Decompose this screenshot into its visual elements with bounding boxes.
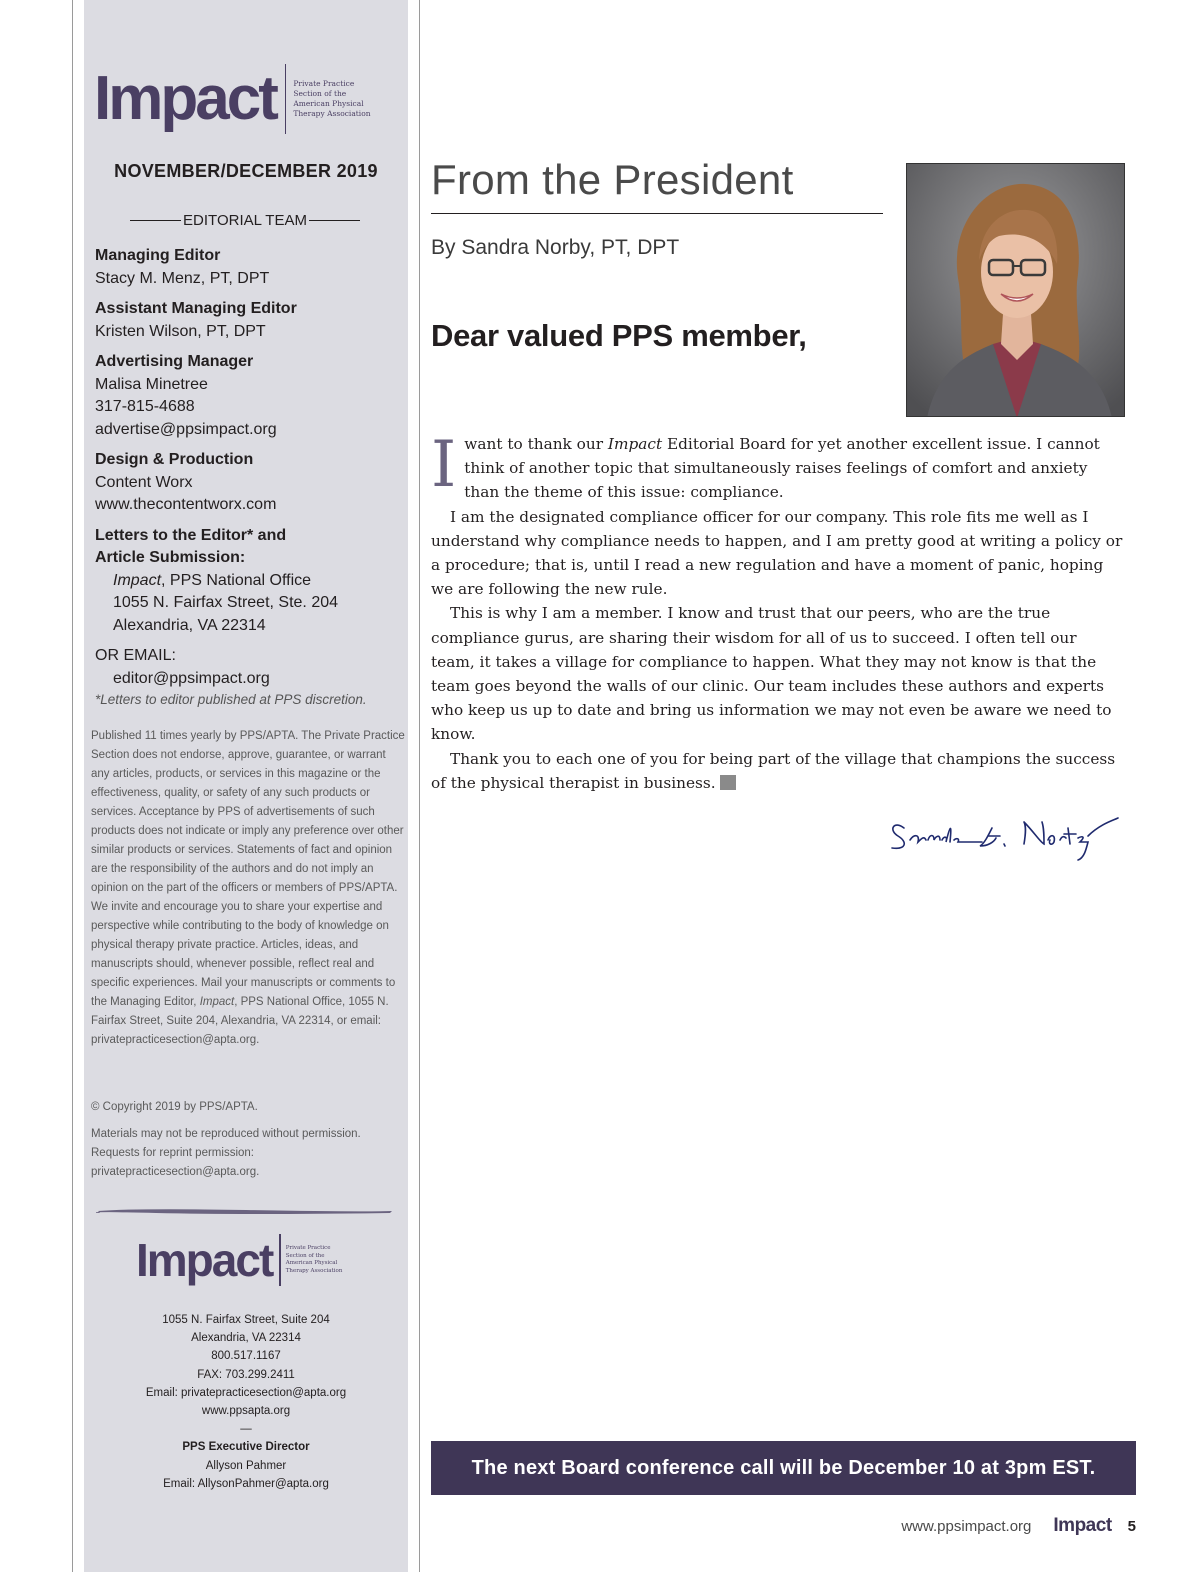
contact-divider: — xyxy=(240,1423,252,1436)
role-label-cont: Article Submission: xyxy=(95,549,246,566)
design-entry xyxy=(95,449,401,517)
logo-divider xyxy=(279,1234,281,1286)
paragraph-4: Thank you to each one of you for being part of the village that champions the success of the physical therapist in business. I xyxy=(431,749,1116,792)
role-label: Letters to the Editor* and xyxy=(95,526,287,544)
office-city: Alexandria, VA 22314 xyxy=(113,616,266,634)
pps-contact-block xyxy=(84,1311,408,1493)
phone-number: 317-815-4688 xyxy=(95,398,195,415)
paragraph-2: I am the designated compliance officer for our company. This role fits me well as I understand why compliance needs to happen, and I am pretty good at writing a policy or a procedure; that is, until I read a new regulation and have a moment of panic, hoping we are following the new rule. xyxy=(431,507,1123,599)
footer-brand: Impact xyxy=(1053,1515,1112,1536)
editorial-team-list xyxy=(95,245,401,710)
author-signature xyxy=(884,806,1120,866)
page-number: 5 xyxy=(1127,1518,1136,1535)
contact-city: Alexandria, VA 22314 xyxy=(191,1332,301,1345)
impact-logo-bottom xyxy=(136,1234,342,1286)
role-label: Advertising Manager xyxy=(95,353,254,370)
managing-editor-entry xyxy=(95,245,401,290)
contact-phone: 800.517.1167 xyxy=(211,1350,281,1363)
end-of-article-icon: I xyxy=(720,775,736,790)
person-name: Kristen Wilson, PT, DPT xyxy=(95,322,266,340)
design-website: www.thecontentworx.com xyxy=(95,496,277,513)
author-portrait xyxy=(906,163,1125,417)
brush-stroke-divider xyxy=(96,1207,394,1215)
publication-name: Impact xyxy=(113,571,162,589)
role-label: Managing Editor xyxy=(95,247,221,264)
title-underline xyxy=(431,213,883,214)
director-email: Email: AllysonPahmer@apta.org xyxy=(163,1477,329,1490)
page-footer xyxy=(901,1515,1136,1537)
publication-disclaimer: Published 11 times yearly by PPS/APTA. The Private Practice Section does not endorse, approve, guarantee, or warrant any articles, products, or services in this magazine or the effectiveness, quality, or safety of any such products or services. Acceptance by PPS of advertisements of such products does not indicate or imply any preference over other similar products or services. Statements of fact and opinion are the responsibility of the authors and do not imply an opinion on the part of the officers or members of PPS/APTA. We invite and encourage you to share your expertise and perspective while contributing to the body of knowledge on physical therapy private practice. Articles, ideas, and manuscripts should, whenever possible, reflect real and specific experiences. Mail your manuscripts or comments to the Managing Editor, Impact, PPS National Office, 1055 N. Fairfax Street, Suite 204, Alexandria, VA 22314, or email: privatepracticesection@apta.org. xyxy=(91,730,405,1046)
editorial-team-label: EDITORIAL TEAM xyxy=(183,212,307,229)
logo-wordmark: Impact xyxy=(94,64,276,133)
assistant-editor-entry xyxy=(95,298,401,343)
article-title: From the President xyxy=(431,156,794,203)
editorial-team-heading xyxy=(130,212,360,229)
issue-date: NOVEMBER/DECEMBER 2019 xyxy=(114,161,378,181)
footer-url: www.ppsimpact.org xyxy=(901,1518,1032,1535)
contact-website: www.ppsapta.org xyxy=(201,1405,291,1418)
contact-email: Email: privatepracticesection@apta.org xyxy=(145,1386,347,1399)
copyright-notice: © Copyright 2019 by PPS/APTA. xyxy=(91,1101,258,1113)
banner-text: The next Board conference call will be December 10 at 3pm EST. xyxy=(471,1456,1096,1479)
person-name: Malisa Minetree xyxy=(95,375,208,393)
paragraph-3: This is why I am a member. I know and trust that our peers, who are the true compliance gurus, are sharing their wisdom for all of us to succeed. I often tell our team, it takes a village for compliance to happen. What they may not know is that the team goes beyond the walls of our clinic. Our team includes these authors and experts who keep us up to date and bring us information we may not even be aware we need to know. xyxy=(431,604,1112,744)
advertising-entry xyxy=(95,351,401,441)
column-divider xyxy=(419,0,420,1572)
contact-street: 1055 N. Fairfax Street, Suite 204 xyxy=(162,1314,330,1326)
heading-rule-right xyxy=(309,220,360,221)
role-label: Design & Production xyxy=(95,451,254,468)
drop-cap: I xyxy=(431,428,457,502)
office-line: Impact, PPS National Office xyxy=(113,571,312,589)
director-name: Allyson Pahmer xyxy=(205,1459,287,1472)
masthead-sidebar xyxy=(84,0,408,1572)
letters-note: *Letters to editor published at PPS discretion. xyxy=(95,692,367,707)
role-label: Assistant Managing Editor xyxy=(95,300,297,317)
company-name: Content Worx xyxy=(95,473,193,491)
board-call-banner xyxy=(431,1441,1136,1495)
impact-logo-top xyxy=(94,64,371,134)
advertising-email: advertise@ppsimpact.org xyxy=(95,420,277,438)
article-byline: By Sandra Norby, PT, DPT xyxy=(431,236,680,259)
contact-fax: FAX: 703.299.2411 xyxy=(197,1368,295,1381)
director-title: PPS Executive Director xyxy=(182,1441,310,1454)
editor-email: editor@ppsimpact.org xyxy=(113,669,270,687)
left-margin-rule xyxy=(72,0,73,1572)
logo-tagline: Private Practice Section of the American Physical Therapy Association xyxy=(293,79,371,118)
portrait-illustration xyxy=(907,164,1125,417)
office-street: 1055 N. Fairfax Street, Ste. 204 xyxy=(113,594,339,611)
publication-name: Impact xyxy=(607,435,663,453)
heading-rule-left xyxy=(130,220,181,221)
logo-tagline: Private Practice Section of the American Physical Therapy Association xyxy=(285,1245,343,1274)
reprint-notice: Materials may not be reproduced without permission. Requests for reprint permission: privatepracticesection@apta.org. xyxy=(91,1128,361,1178)
article-greeting: Dear valued PPS member, xyxy=(431,318,807,353)
letters-entry xyxy=(95,525,401,638)
person-name: Stacy M. Menz, PT, DPT xyxy=(95,269,270,287)
logo-divider xyxy=(285,64,287,134)
article-body xyxy=(431,428,1125,795)
logo-wordmark: Impact xyxy=(136,1234,273,1286)
paragraph-1: Iwant to thank our Impact Editorial Board for yet another excellent issue. I cannot think of another topic that simultaneously raises feelings of comfort and anxiety than the theme of this issue: compliance. xyxy=(431,428,1100,502)
or-email-label: OR EMAIL: xyxy=(95,647,176,664)
